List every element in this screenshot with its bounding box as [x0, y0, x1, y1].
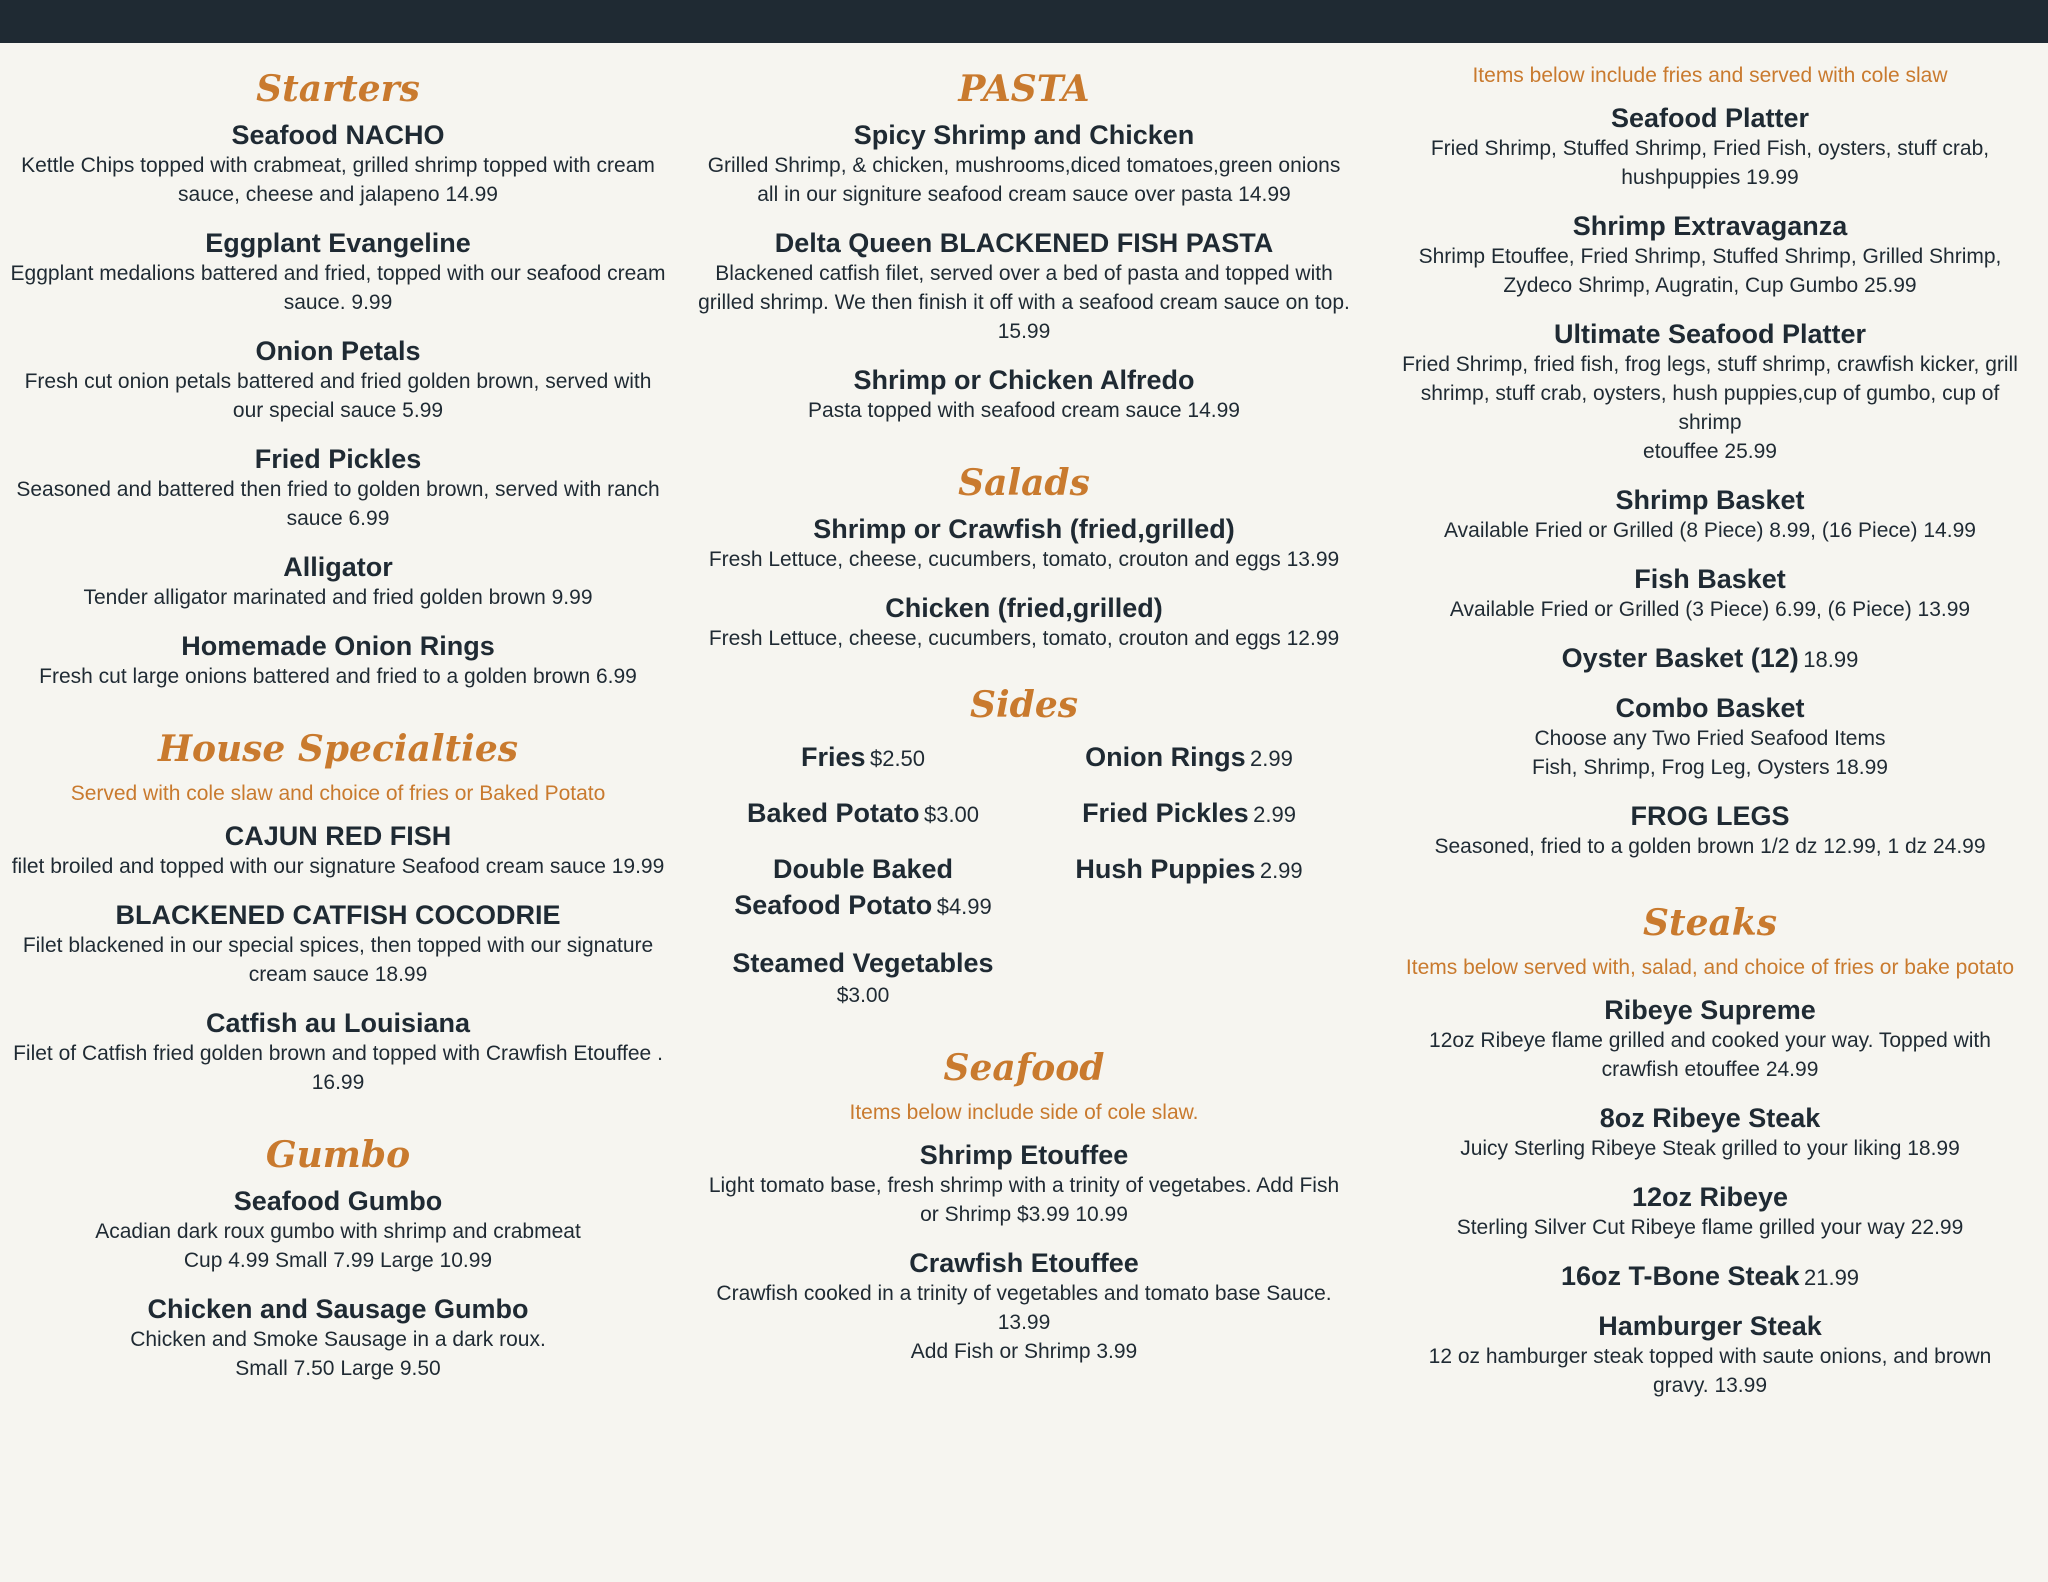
item-prices: Small 7.50 Large 9.50 — [235, 1357, 441, 1380]
item-description: Filet blackened in our special spices, then topped with our signature cream sauce 18.99 — [22, 934, 654, 986]
item-price: $4.99 — [936, 894, 992, 919]
section-note: Items below include side of cole slaw. — [849, 1101, 1199, 1124]
menu-item — [698, 513, 1350, 574]
menu-item — [10, 119, 666, 209]
menu-item — [1400, 692, 2020, 782]
menu-item — [1400, 484, 2020, 545]
item-description: Seasoned and battered then fried to golden brown, served with ranch sauce 6.99 — [16, 478, 660, 530]
item-description: Chicken and Smoke Sausage in a dark roux. — [130, 1328, 546, 1351]
item-name: Crawfish Etouffee — [909, 1248, 1139, 1278]
menu-item — [10, 899, 666, 989]
menu-column-right — [1400, 43, 2020, 1418]
item-name: Chicken (fried,grilled) — [885, 593, 1163, 623]
item-addon: Add Fish or Shrimp 3.99 — [910, 1340, 1138, 1363]
menu-item — [698, 1247, 1350, 1366]
item-description: Fried Shrimp, fried fish, frog legs, stuff shrimp, crawfish kicker, grill shrimp, stuff crab, oysters, hush puppies,cup of gumbo, cup of shrimp — [1402, 353, 2018, 434]
item-name: 8oz Ribeye Steak — [1599, 1103, 1821, 1133]
item-description: Light tomato base, fresh shrimp with a trinity of vegetabes. Add Fish or Shrimp $3.99 10.99 — [708, 1174, 1340, 1226]
side-item — [698, 795, 1028, 831]
side-item — [698, 851, 1028, 923]
menu-item — [10, 551, 666, 612]
menu-item — [1400, 318, 2020, 466]
item-description: Fresh Lettuce, cheese, cucumbers, tomato, crouton and eggs 13.99 — [708, 548, 1340, 571]
item-description: Eggplant medalions battered and fried, topped with our seafood cream sauce. 9.99 — [10, 262, 666, 314]
menu-column-center — [698, 43, 1350, 1384]
section-title-gumbo: Gumbo — [265, 1134, 411, 1176]
section-title-salads: Salads — [958, 462, 1090, 504]
item-name: Onion Rings — [1085, 742, 1246, 772]
item-price: $3.00 — [923, 802, 980, 827]
item-description: Tender alligator marinated and fried golden brown 9.99 — [83, 586, 593, 609]
side-item — [1028, 795, 1350, 831]
item-name: Seafood NACHO — [231, 120, 445, 150]
item-name: 16oz T-Bone Steak — [1560, 1261, 1800, 1291]
item-description: 12oz Ribeye flame grilled and cooked your way. Topped with crawfish etouffee 24.99 — [1429, 1029, 1991, 1081]
menu-item — [10, 335, 666, 425]
item-description: Available Fried or Grilled (8 Piece) 8.99, (16 Piece) 14.99 — [1444, 519, 1976, 542]
item-name: Delta Queen BLACKENED FISH PASTA — [774, 228, 1274, 258]
item-prices: Cup 4.99 Small 7.99 Large 10.99 — [183, 1249, 493, 1272]
menu-item — [10, 1293, 666, 1383]
item-price: $3.00 — [836, 984, 890, 1007]
item-name: Combo Basket — [1615, 693, 1805, 723]
section-note: Items below served with, salad, and choice of fries or bake potato — [1405, 956, 2015, 979]
item-name: Spicy Shrimp and Chicken — [853, 120, 1195, 150]
item-name: Fish Basket — [1634, 564, 1786, 594]
side-item — [1028, 739, 1350, 775]
section-title-sides: Sides — [969, 684, 1079, 726]
item-name: Ribeye Supreme — [1604, 995, 1816, 1025]
item-name: Homemade Onion Rings — [181, 631, 495, 661]
item-description: Filet of Catfish fried golden brown and topped with Crawfish Etouffee . 16.99 — [13, 1042, 663, 1094]
item-description: Shrimp Etouffee, Fried Shrimp, Stuffed Shrimp, Grilled Shrimp, Zydeco Shrimp, Augratin, Cup Gumbo 25.99 — [1418, 245, 2002, 297]
item-description: Choose any Two Fried Seafood Items — [1534, 727, 1886, 750]
item-name: Shrimp Extravaganza — [1572, 211, 1848, 241]
item-description: Fresh Lettuce, cheese, cucumbers, tomato, crouton and eggs 12.99 — [708, 627, 1340, 650]
item-description: Sterling Silver Cut Ribeye flame grilled your way 22.99 — [1456, 1216, 1964, 1239]
item-name: Hush Puppies — [1075, 854, 1256, 884]
item-description: Crawfish cooked in a trinity of vegetables and tomato base Sauce. 13.99 — [716, 1282, 1332, 1334]
menu-item — [1400, 642, 2020, 674]
menu-item — [1400, 1181, 2020, 1242]
item-name: Seafood Platter — [1610, 103, 1810, 133]
item-description-cont: Fish, Shrimp, Frog Leg, Oysters 18.99 — [1532, 756, 1888, 779]
item-name: Oyster Basket (12) — [1561, 643, 1799, 673]
item-name: 12oz Ribeye — [1631, 1182, 1789, 1212]
menu-item — [698, 1139, 1350, 1229]
item-name: Shrimp or Crawfish (fried,grilled) — [813, 514, 1235, 544]
item-name: Shrimp or Chicken Alfredo — [853, 365, 1195, 395]
item-description: Available Fried or Grilled (3 Piece) 6.99, (6 Piece) 13.99 — [1449, 598, 1971, 621]
menu-item — [698, 227, 1350, 346]
item-name: Double Baked — [772, 854, 954, 884]
side-item — [698, 739, 1028, 775]
menu-item — [10, 1007, 666, 1097]
item-price: 18.99 — [1803, 647, 1859, 672]
item-name: Ultimate Seafood Platter — [1553, 319, 1867, 349]
item-name: FROG LEGS — [1630, 801, 1790, 831]
item-name: Shrimp Etouffee — [919, 1140, 1129, 1170]
section-title-starters: Starters — [256, 68, 420, 110]
menu-item — [10, 630, 666, 691]
item-name: Hamburger Steak — [1598, 1311, 1822, 1341]
item-name: Eggplant Evangeline — [205, 228, 471, 258]
section-note: Served with cole slaw and choice of fries or Baked Potato — [70, 782, 606, 805]
item-description: Blackened catfish filet, served over a bed of pasta and topped with grilled shrimp. We then finish it off with a seafood cream sauce on top. 15.99 — [698, 262, 1350, 343]
item-price: 2.99 — [1259, 858, 1303, 883]
item-name: Steamed Vegetables — [732, 948, 994, 978]
item-description: Kettle Chips topped with crabmeat, grilled shrimp topped with cream sauce, cheese and jalapeno 14.99 — [21, 154, 655, 206]
item-name: CAJUN RED FISH — [224, 821, 452, 851]
menu-item — [10, 443, 666, 533]
menu-item — [698, 364, 1350, 425]
item-name: Onion Petals — [255, 336, 421, 366]
item-price: 2.99 — [1253, 802, 1296, 827]
side-item — [698, 945, 1028, 1010]
item-name: Alligator — [283, 552, 393, 582]
item-name: Chicken and Sausage Gumbo — [147, 1294, 529, 1324]
section-title-pasta: PASTA — [958, 68, 1090, 110]
sides-grid — [698, 735, 1350, 1020]
item-name: Catfish au Louisiana — [205, 1008, 471, 1038]
item-name-line2: Seafood Potato — [734, 890, 933, 920]
menu-item — [698, 592, 1350, 653]
section-note: Items below include fries and served with cole slaw — [1472, 64, 1948, 87]
section-title-house-specialties: House Specialties — [157, 728, 519, 770]
item-price: 2.99 — [1250, 746, 1293, 771]
menu-item — [10, 227, 666, 317]
top-banner — [0, 0, 2048, 43]
menu-item — [10, 1185, 666, 1275]
item-description-cont: etouffee 25.99 — [1643, 440, 1777, 463]
menu-item — [1400, 563, 2020, 624]
menu-item — [698, 119, 1350, 209]
item-name: Fried Pickles — [254, 444, 422, 474]
menu-item — [10, 820, 666, 881]
item-price: 21.99 — [1803, 1265, 1860, 1290]
item-description: Acadian dark roux gumbo with shrimp and crabmeat — [95, 1220, 581, 1243]
item-description: Fresh cut onion petals battered and fried golden brown, served with our special sauce 5.99 — [24, 370, 652, 422]
section-title-seafood: Seafood — [943, 1047, 1105, 1089]
menu-item — [1400, 210, 2020, 300]
item-description: Pasta topped with seafood cream sauce 14.99 — [808, 399, 1240, 422]
item-price: $2.50 — [869, 746, 926, 771]
menu-item — [1400, 1260, 2020, 1292]
item-description: Juicy Sterling Ribeye Steak grilled to your liking 18.99 — [1460, 1137, 1960, 1160]
menu-item — [1400, 1310, 2020, 1400]
item-name: Seafood Gumbo — [233, 1186, 443, 1216]
item-name: Fried Pickles — [1082, 798, 1249, 828]
item-description: Seasoned, fried to a golden brown 1/2 dz 12.99, 1 dz 24.99 — [1434, 835, 1986, 858]
item-name: Fries — [800, 742, 866, 772]
item-description: Grilled Shrimp, & chicken, mushrooms,diced tomatoes,green onions all in our signiture seafood cream sauce over pasta 14.99 — [707, 154, 1341, 206]
menu-column-left — [10, 43, 666, 1401]
item-description: Fresh cut large onions battered and fried to a golden brown 6.99 — [39, 665, 637, 688]
item-description: Fried Shrimp, Stuffed Shrimp, Fried Fish, oysters, stuff crab, hushpuppies 19.99 — [1430, 137, 1990, 189]
side-item — [1028, 851, 1350, 887]
menu-item — [1400, 1102, 2020, 1163]
item-name: Baked Potato — [746, 798, 920, 828]
menu-item — [1400, 994, 2020, 1084]
item-description: filet broiled and topped with our signature Seafood cream sauce 19.99 — [11, 855, 665, 878]
item-name: Shrimp Basket — [1615, 485, 1805, 515]
section-title-steaks: Steaks — [1642, 902, 1778, 944]
menu-item — [1400, 800, 2020, 861]
item-name: BLACKENED CATFISH COCODRIE — [115, 900, 561, 930]
menu-item — [1400, 102, 2020, 192]
item-description: 12 oz hamburger steak topped with saute onions, and brown gravy. 13.99 — [1428, 1345, 1992, 1397]
